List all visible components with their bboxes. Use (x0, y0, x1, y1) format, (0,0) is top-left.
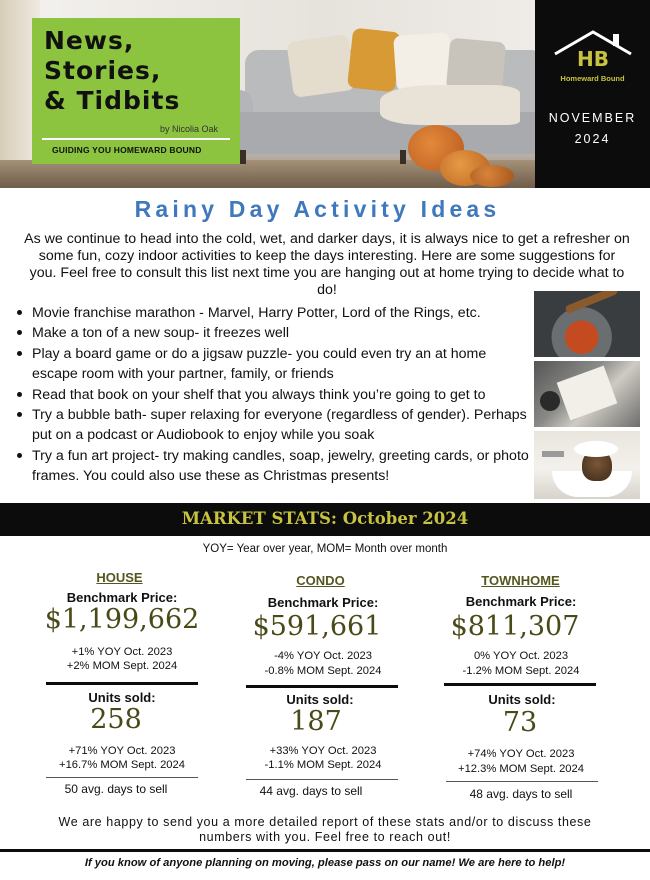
byline: by Nicolia Oak (159, 124, 218, 134)
article-headline: Rainy Day Activity Ideas (134, 196, 501, 222)
date-panel (535, 0, 650, 188)
closing-note: We are happy to send you a more detailed report of these stats and/or to discuss these numbers with you. Feel free to reach out! (58, 815, 592, 844)
activity-list (14, 303, 534, 487)
benchmark-price: $1,199,662 (44, 604, 200, 635)
benchmark-label: Benchmark Price: (267, 595, 379, 610)
coffee-mug (540, 391, 560, 411)
units-yoy: +71% YOY Oct. 2023 (68, 745, 176, 757)
units-label: Units sold: (88, 690, 156, 705)
divider (446, 781, 598, 782)
avg-days-to-sell: 50 avg. days to sell (64, 782, 168, 796)
list-item: Play a board game or do a jigsaw puzzle- you could even try an at home escape room with your partner, family, or friends (14, 344, 534, 385)
masthead-title (44, 26, 180, 116)
units-yoy: +74% YOY Oct. 2023 (467, 748, 575, 760)
footer-divider (0, 849, 650, 852)
book-photo (534, 361, 640, 427)
footer-message: If you know of anyone planning on moving, please pass on our name! We are here to help! (84, 857, 566, 869)
units-mom: +12.3% MOM Sept. 2024 (458, 763, 584, 775)
price-mom: -1.2% MOM Sept. 2024 (462, 665, 580, 677)
benchmark-label: Benchmark Price: (66, 590, 178, 605)
list-item: Movie franchise marathon - Marvel, Harry Potter, Lord of the Rings, etc. (14, 303, 534, 323)
tagline: GUIDING YOU HOMEWARD BOUND (52, 145, 202, 155)
price-mom: -0.8% MOM Sept. 2024 (264, 665, 382, 677)
market-legend: YOY= Year over year, MOM= Month over month (202, 543, 448, 555)
pillow (393, 32, 453, 92)
benchmark-price: $591,661 (252, 611, 382, 642)
pillow (347, 28, 401, 93)
divider (246, 685, 398, 688)
pillow (286, 34, 355, 98)
avg-days-to-sell: 44 avg. days to sell (259, 784, 363, 798)
divider (46, 682, 198, 685)
units-sold: 73 (502, 707, 538, 738)
bubble-foam (574, 441, 618, 457)
pumpkin (470, 165, 514, 187)
units-sold: 187 (290, 706, 342, 737)
column-heading: CONDO (296, 573, 345, 588)
units-label: Units sold: (286, 692, 354, 707)
list-item: Try a fun art project- try making candles, soap, jewelry, greeting cards, or photo frames. You could also use these as Christmas presents! (14, 446, 534, 487)
units-sold: 258 (90, 704, 142, 735)
column-heading: HOUSE (96, 570, 143, 585)
price-mom: +2% MOM Sept. 2024 (66, 660, 178, 672)
benchmark-price: $811,307 (450, 611, 580, 642)
market-stats-title: MARKET STATS: October 2024 (181, 509, 469, 528)
list-item: Read that book on your shelf that you always think you’re going to get to (14, 385, 534, 405)
sofa-leg (400, 150, 406, 164)
svg-text:HB: HB (577, 47, 609, 71)
masthead-title-line: & Tidbits (44, 86, 181, 115)
price-yoy: 0% YOY Oct. 2023 (473, 650, 569, 662)
open-book (557, 366, 618, 421)
price-yoy: +1% YOY Oct. 2023 (71, 646, 173, 658)
masthead-title-box (32, 18, 240, 164)
bath-dog-photo (534, 431, 640, 499)
sofa-leg (240, 150, 246, 164)
column-heading: TOWNHOME (481, 573, 560, 588)
masthead-title-line: News, (44, 26, 135, 55)
soup-photo (534, 291, 640, 357)
spoon (565, 291, 619, 314)
issue-month: NOVEMBER (548, 111, 637, 125)
house-logo-icon (551, 26, 635, 76)
price-yoy: -4% YOY Oct. 2023 (274, 650, 372, 662)
list-item: Try a bubble bath- super relaxing for everyone (regardless of gender). Perhaps put on a podcast or Audiobook to enjoy while you soak (14, 405, 534, 446)
units-label: Units sold: (488, 692, 556, 707)
issue-year: 2024 (574, 132, 611, 146)
divider (246, 779, 398, 780)
market-stats-banner (0, 503, 650, 536)
units-mom: +16.7% MOM Sept. 2024 (59, 759, 185, 771)
article-intro: As we continue to head into the cold, wet, and darker days, it is always nice to get a refresher on some fun, cozy indoor activities to keep the days interesting. Here are some suggestions for you. Feel free to consult this list next time you are hanging out at home trying to decide what to do! (24, 231, 630, 298)
list-item: Make a ton of a new soup- it freezes well (14, 323, 534, 343)
benchmark-label: Benchmark Price: (465, 594, 577, 609)
units-yoy: +33% YOY Oct. 2023 (269, 745, 377, 757)
faucet (542, 451, 564, 457)
brand-name: Homeward Bound (560, 74, 625, 83)
divider (42, 138, 230, 140)
divider (444, 683, 596, 686)
avg-days-to-sell: 48 avg. days to sell (469, 787, 573, 801)
blanket (380, 85, 520, 125)
divider (46, 777, 198, 778)
masthead-title-line: Stories, (44, 56, 162, 85)
units-mom: -1.1% MOM Sept. 2024 (264, 759, 382, 771)
